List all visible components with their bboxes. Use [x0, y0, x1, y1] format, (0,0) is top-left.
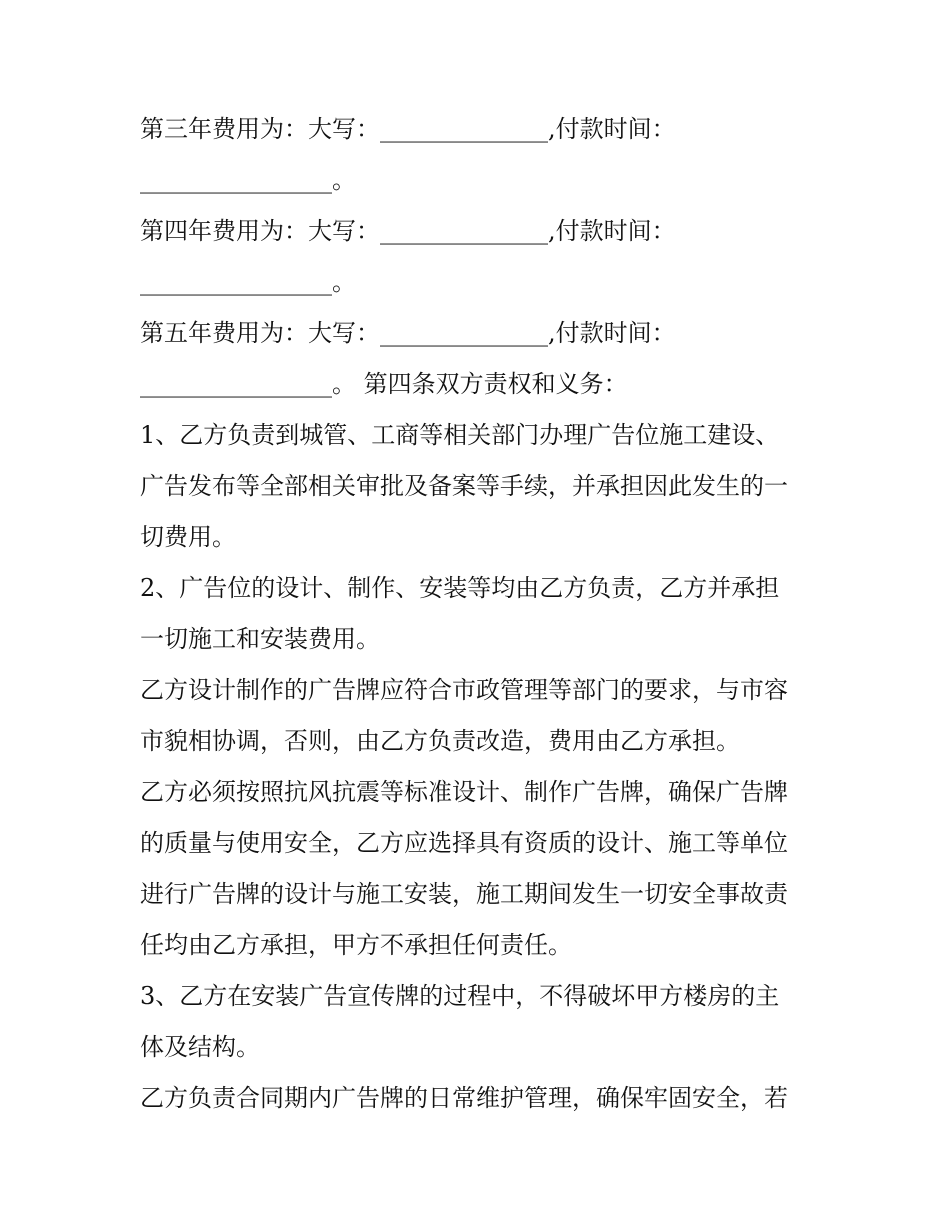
fee-year-4-line: 第四年费用为：大写：______________,付款时间：	[140, 217, 676, 245]
safety-paragraph-line-4: 任均由乙方承担，甲方不承担任何责任。	[140, 931, 572, 959]
design-requirement-line-2: 市貌相协调，否则，由乙方负责改造，费用由乙方承担。	[140, 727, 740, 755]
article-4-heading-line: ________________。 第四条双方责权和义务：	[140, 370, 628, 398]
fee-year-5-line: 第五年费用为：大写：______________,付款时间：	[140, 319, 676, 347]
design-requirement-line-1: 乙方设计制作的广告牌应符合市政管理等部门的要求，与市容	[140, 676, 788, 704]
safety-paragraph-line-3: 进行广告牌的设计与施工安装，施工期间发生一切安全事故责	[140, 880, 788, 908]
maintenance-paragraph-line-1: 乙方负责合同期内广告牌的日常维护管理，确保牢固安全，若	[140, 1084, 788, 1112]
fee-year-3-payment-blank: ________________。	[140, 166, 356, 194]
clause-2-line-1: 2、广告位的设计、制作、安装等均由乙方负责，乙方并承担	[140, 574, 780, 602]
clause-1-line-1: 1、乙方负责到城管、工商等相关部门办理广告位施工建设、	[140, 421, 780, 449]
fee-year-3-line: 第三年费用为：大写：______________,付款时间：	[140, 115, 676, 143]
clause-3-line-1: 3、乙方在安装广告宣传牌的过程中，不得破坏甲方楼房的主	[140, 982, 780, 1010]
fee-year-4-payment-blank: ________________。	[140, 268, 356, 296]
clause-3-line-2: 体及结构。	[140, 1033, 260, 1061]
safety-paragraph-line-2: 的质量与使用安全，乙方应选择具有资质的设计、施工等单位	[140, 829, 788, 857]
clause-1-line-2: 广告发布等全部相关审批及备案等手续，并承担因此发生的一	[140, 472, 788, 500]
contract-text	[140, 104, 820, 1124]
clause-1-line-3: 切费用。	[140, 523, 236, 551]
safety-paragraph-line-1: 乙方必须按照抗风抗震等标准设计、制作广告牌，确保广告牌	[140, 778, 788, 806]
clause-2-line-2: 一切施工和安装费用。	[140, 625, 380, 653]
